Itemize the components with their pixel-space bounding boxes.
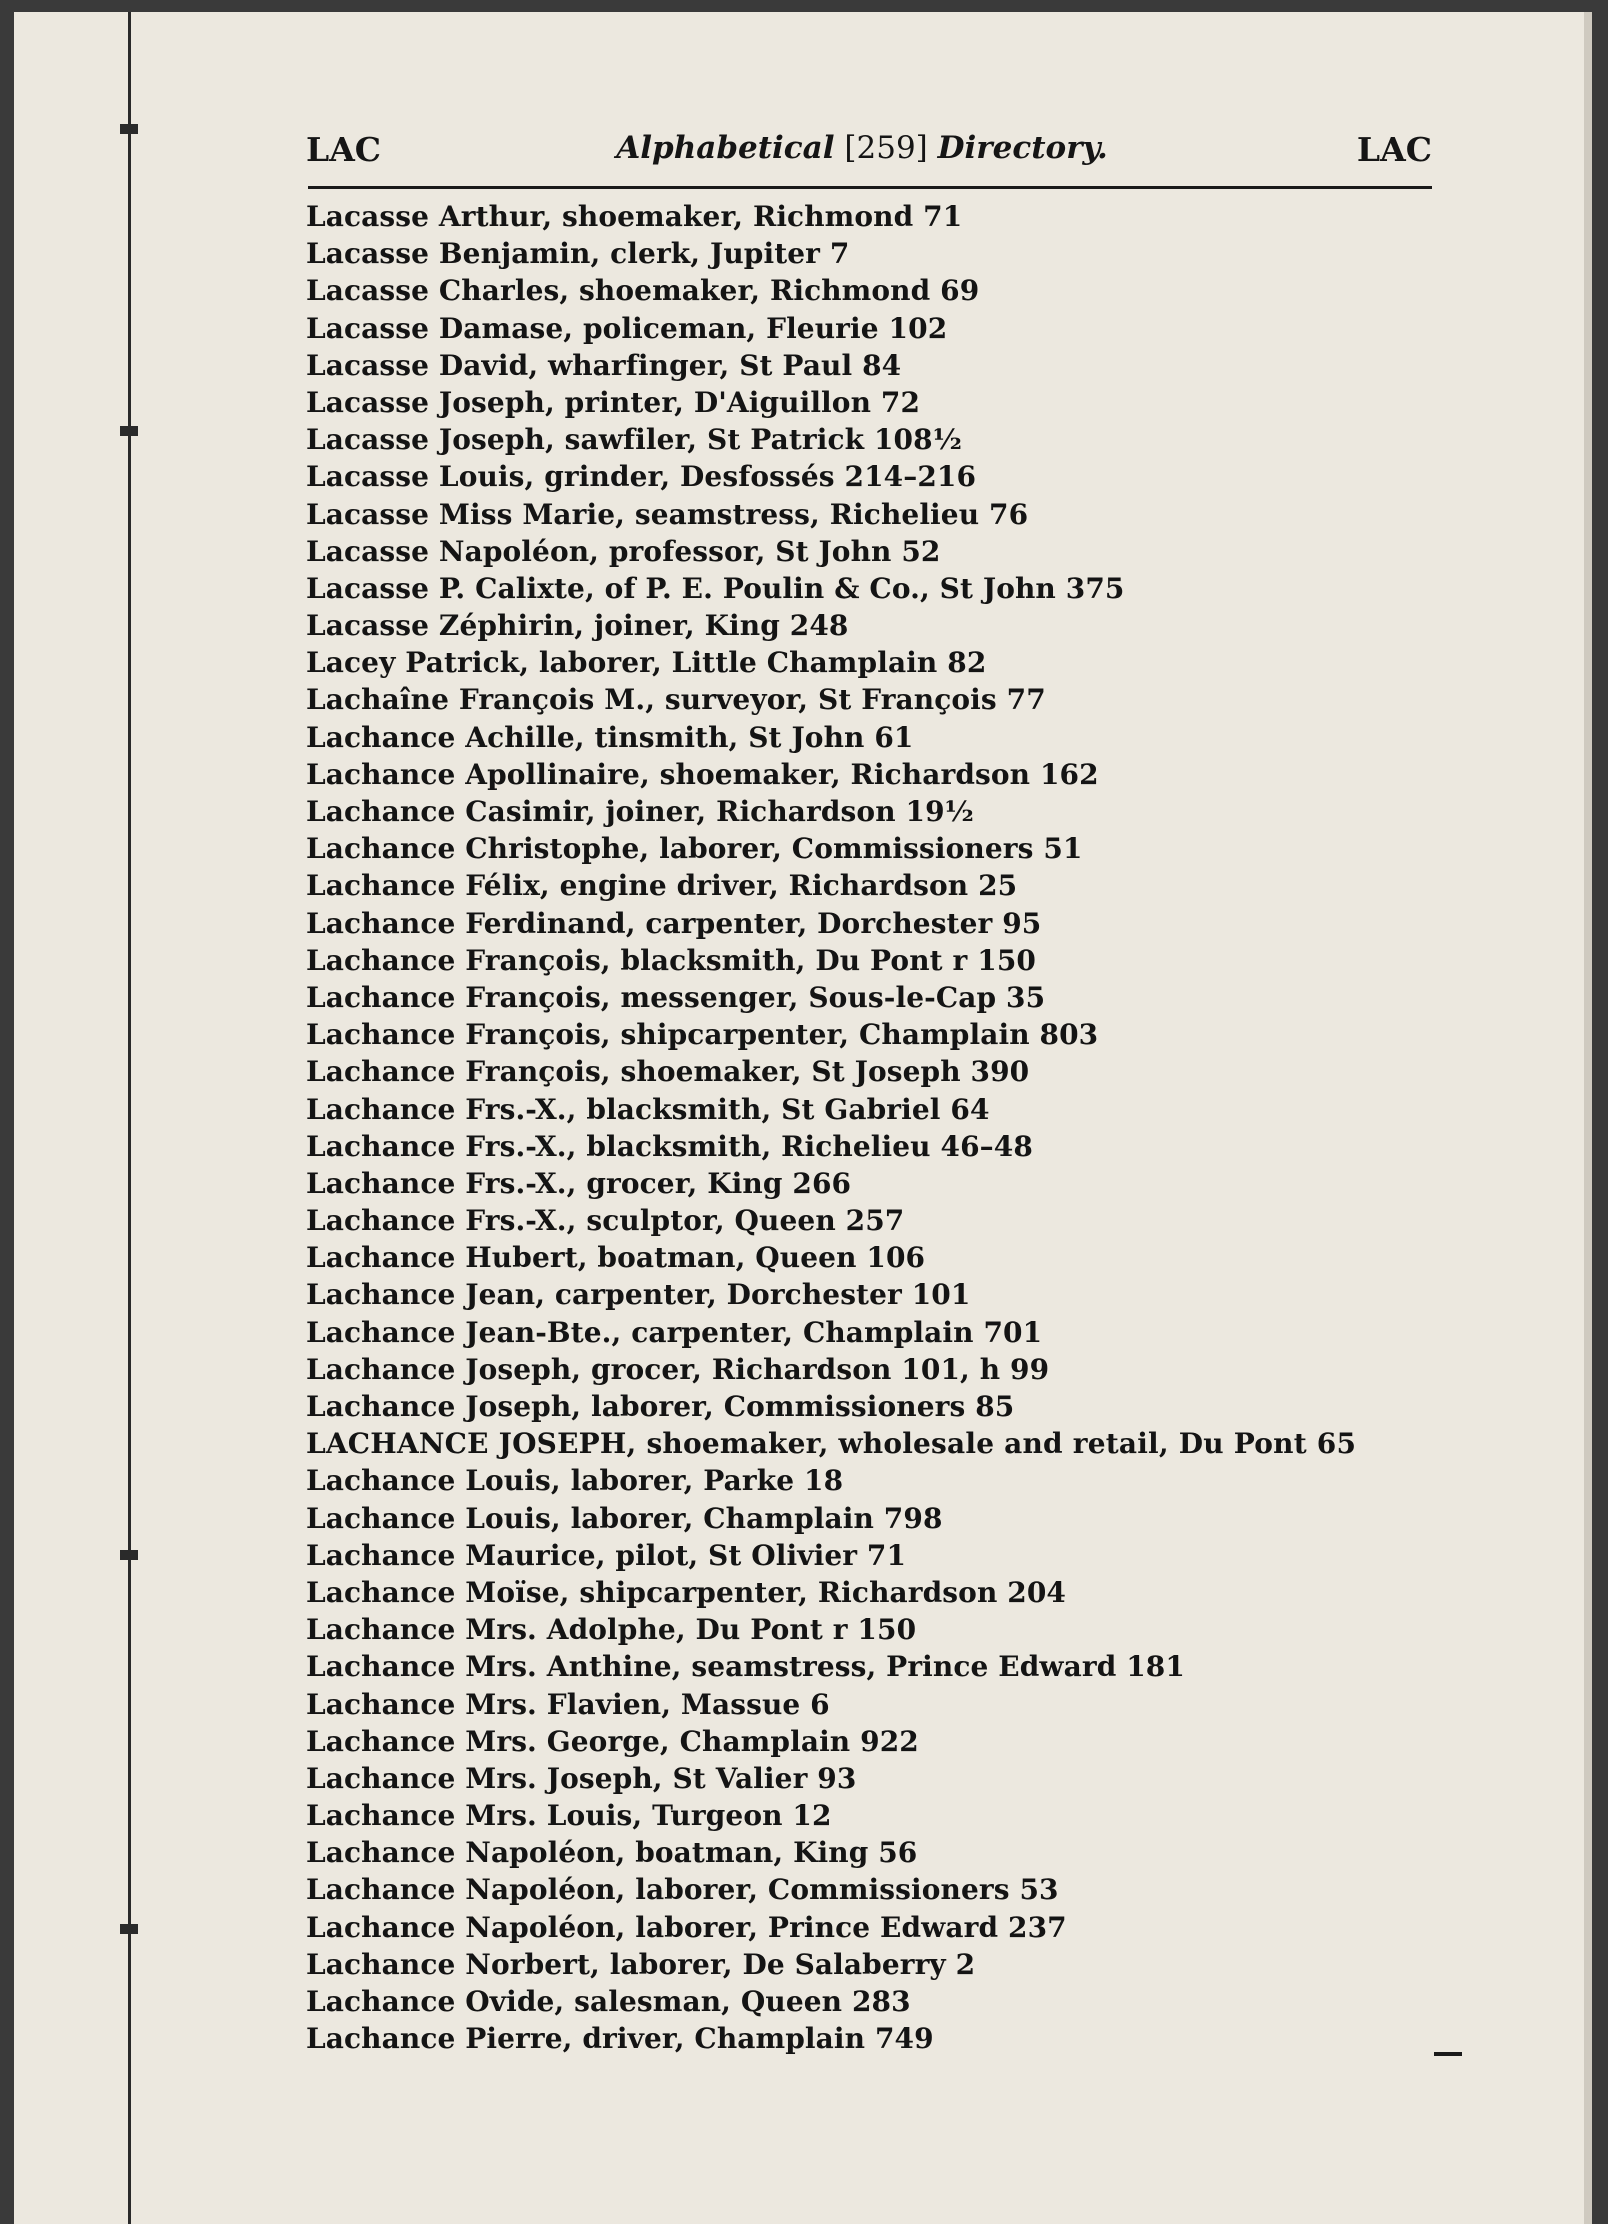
page-number: [259] (844, 130, 928, 166)
list-item: Lachance Mrs. Louis, Turgeon 12 (306, 1799, 832, 1833)
list-item: Lachance Joseph, laborer, Commissioners 85 (306, 1390, 1015, 1423)
header-title (292, 130, 1432, 166)
list-item: Lachance Mrs. George, Champlain 922 (306, 1724, 919, 1758)
list-item: Lacasse Joseph, printer, D'Aiguillon 72 (306, 385, 921, 419)
list-item: Lachance François, blacksmith, Du Pont r 150 (306, 943, 1036, 977)
list-item: Lachance Louis, laborer, Champlain 798 (306, 1501, 943, 1535)
list-item: Lacasse Miss Marie, seamstress, Richelieu 76 (306, 497, 1029, 531)
header-rule (308, 186, 1432, 189)
header-title-word-1: Alphabetical (616, 130, 835, 166)
list-item-advertiser: LACHANCE JOSEPH, shoemaker, wholesale and retail, Du Pont 65 (306, 1427, 1357, 1461)
page-edge (1584, 12, 1592, 2224)
list-item: Lachance Hubert, boatman, Queen 106 (306, 1241, 926, 1275)
running-header (292, 124, 1432, 184)
list-item: Lachance Moïse, shipcarpenter, Richardson 204 (306, 1575, 1066, 1609)
list-item: Lachance Norbert, laborer, De Salaberry 2 (306, 1947, 976, 1981)
list-item: Lachance Frs.-X., blacksmith, St Gabriel 64 (306, 1092, 990, 1126)
list-item: Lachance Mrs. Adolphe, Du Pont r 150 (306, 1613, 917, 1647)
list-item: Lachance Ferdinand, carpenter, Dorchester 95 (306, 906, 1042, 940)
list-item: Lachance Mrs. Joseph, St Valier 93 (306, 1761, 857, 1795)
list-item: Lachance Louis, laborer, Parke 18 (306, 1464, 844, 1498)
list-item: Lachance Apollinaire, shoemaker, Richardson 162 (306, 757, 1099, 791)
list-item: Lacasse Arthur, shoemaker, Richmond 71 (306, 200, 963, 233)
list-item: Lachance Mrs. Anthine, seamstress, Prince Edward 181 (306, 1650, 1185, 1684)
list-item: Lacasse Napoléon, professor, St John 52 (306, 534, 941, 568)
list-item: Lachance Maurice, pilot, St Olivier 71 (306, 1538, 907, 1572)
list-item: Lacasse P. Calixte, of P. E. Poulin & Co., St John 375 (306, 571, 1125, 605)
list-item: Lacasse David, wharfinger, St Paul 84 (306, 348, 902, 382)
list-item: Lachance Casimir, joiner, Richardson 19½ (306, 795, 974, 828)
list-item: Lacasse Charles, shoemaker, Richmond 69 (306, 274, 980, 308)
list-item: Lachance Jean, carpenter, Dorchester 101 (306, 1278, 971, 1312)
binding-mark (120, 124, 138, 134)
list-item: Lachance Frs.-X., blacksmith, Richelieu 46–48 (306, 1129, 1033, 1163)
list-item: Lachance Joseph, grocer, Richardson 101, h 99 (306, 1352, 1050, 1386)
header-left-guide: LAC (306, 130, 382, 169)
list-item: Lachance Napoléon, laborer, Prince Edward 237 (306, 1910, 1067, 1944)
list-item: Lachance Mrs. Flavien, Massue 6 (306, 1687, 830, 1721)
list-item: Lachance Frs.-X., grocer, King 266 (306, 1166, 852, 1200)
binding-mark (120, 1924, 138, 1934)
list-item: Lacey Patrick, laborer, Little Champlain 82 (306, 646, 987, 680)
list-item: Lachance Napoléon, laborer, Commissioners 53 (306, 1873, 1059, 1907)
list-item: Lachance Frs.-X., sculptor, Queen 257 (306, 1204, 905, 1238)
list-item: Lachance Ovide, salesman, Queen 283 (306, 1985, 911, 2018)
list-item: Lachaîne François M., surveyor, St François 77 (306, 683, 1046, 717)
list-item: Lachance Pierre, driver, Champlain 749 (306, 2022, 934, 2056)
header-right-guide: LAC (1356, 130, 1432, 169)
header-title-word-2: Directory. (937, 130, 1108, 166)
list-item: Lacasse Benjamin, clerk, Jupiter 7 (306, 237, 850, 271)
directory-page (14, 12, 1592, 2224)
list-item: Lachance François, shipcarpenter, Champlain 803 (306, 1018, 1099, 1052)
list-item: Lachance Jean-Bte., carpenter, Champlain 701 (306, 1315, 1043, 1349)
list-item: Lacasse Damase, policeman, Fleurie 102 (306, 311, 948, 345)
directory-list (306, 198, 1446, 2057)
list-item: Lachance Achille, tinsmith, St John 61 (306, 720, 914, 754)
binding-mark (120, 426, 138, 436)
list-item: Lachance Napoléon, boatman, King 56 (306, 1836, 918, 1870)
list-item: Lachance Félix, engine driver, Richardson 25 (306, 869, 1018, 903)
binding-line (128, 12, 131, 2224)
list-item: Lacasse Louis, grinder, Desfossés 214–216 (306, 460, 977, 494)
list-item: Lacasse Joseph, sawfiler, St Patrick 108½ (306, 423, 963, 457)
list-item: Lachance Christophe, laborer, Commissioners 51 (306, 832, 1083, 866)
list-item: Lachance François, messenger, Sous-le-Cap 35 (306, 980, 1046, 1014)
binding-mark (120, 1550, 138, 1560)
continuation-mark (1434, 2052, 1462, 2056)
list-item: Lachance François, shoemaker, St Joseph 390 (306, 1055, 1030, 1089)
list-item: Lacasse Zéphirin, joiner, King 248 (306, 609, 849, 643)
